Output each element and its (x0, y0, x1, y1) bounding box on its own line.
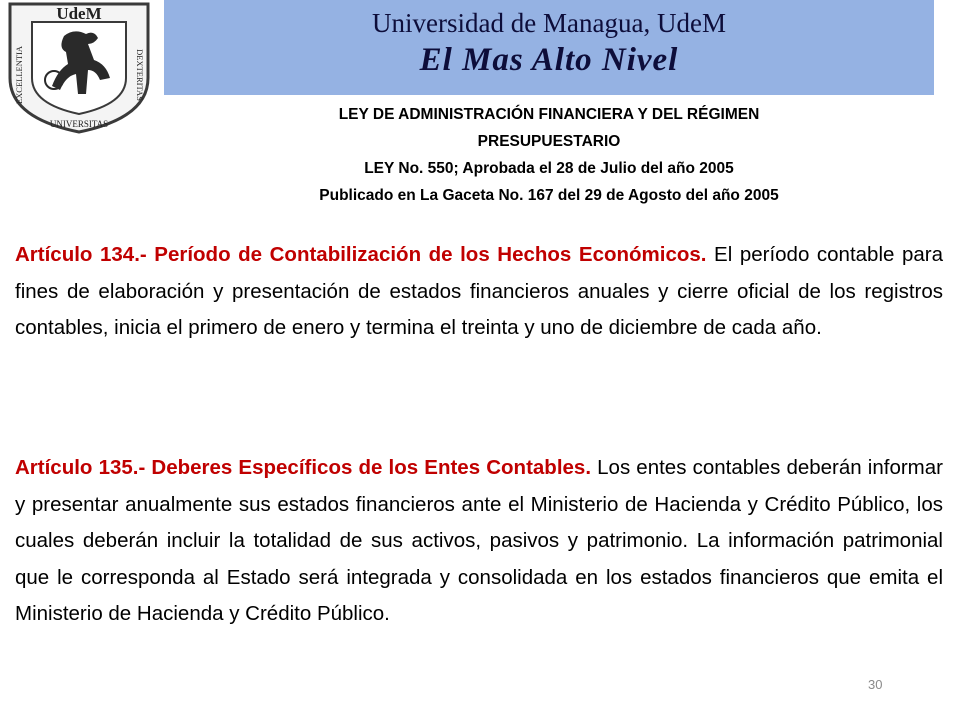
article-135 (15, 450, 943, 633)
page-number: 30 (868, 677, 883, 692)
seal-bottom-text: UNIVERSITAS (49, 119, 109, 129)
header-banner (164, 0, 934, 95)
university-seal-logo (2, 0, 156, 136)
article-134-body: El período contable para fines de elaboración y presentación de estados financieros anuales y cierre oficial de los registros contables, inicia el primero de enero y termina el treinta y uno de diciembre de cada año. (15, 243, 943, 339)
law-title-line1: LEY DE ADMINISTRACIÓN FINANCIERA Y DEL RÉGIMEN (338, 106, 760, 123)
law-header (164, 101, 934, 209)
law-publication-line: Publicado en La Gaceta No. 167 del 29 de Agosto del año 2005 (319, 187, 779, 204)
article-135-title: Artículo 135.- Deberes Específicos de los Entes Contables. (15, 456, 592, 479)
article-134 (15, 237, 943, 347)
article-134-title: Artículo 134.- Período de Contabilización de los Hechos Económicos. (15, 243, 707, 266)
seal-left-text: EXCELLENTIA (14, 45, 24, 105)
law-number-line: LEY No. 550; Aprobada el 28 de Julio del año 2005 (364, 160, 734, 177)
seal-top-text: UdeM (56, 4, 102, 23)
university-name: Universidad de Managua, UdeM (372, 8, 726, 38)
article-135-body: Los entes contables deberán informar y presentar anualmente sus estados financieros ante el Ministerio de Hacienda y Crédito Público, los cuales deberán incluir la totalidad de sus activos, pasivos y patrimonio. La información patrimonial que le corresponda al Estado será integrada y consolidada en los estados financieros que emita el Ministerio de Hacienda y Crédito Público. (15, 456, 943, 625)
seal-right-text: DEXTERITAS (135, 49, 145, 101)
law-title-line2: PRESUPUESTARIO (477, 133, 621, 150)
university-motto: El Mas Alto Nivel (419, 42, 679, 78)
